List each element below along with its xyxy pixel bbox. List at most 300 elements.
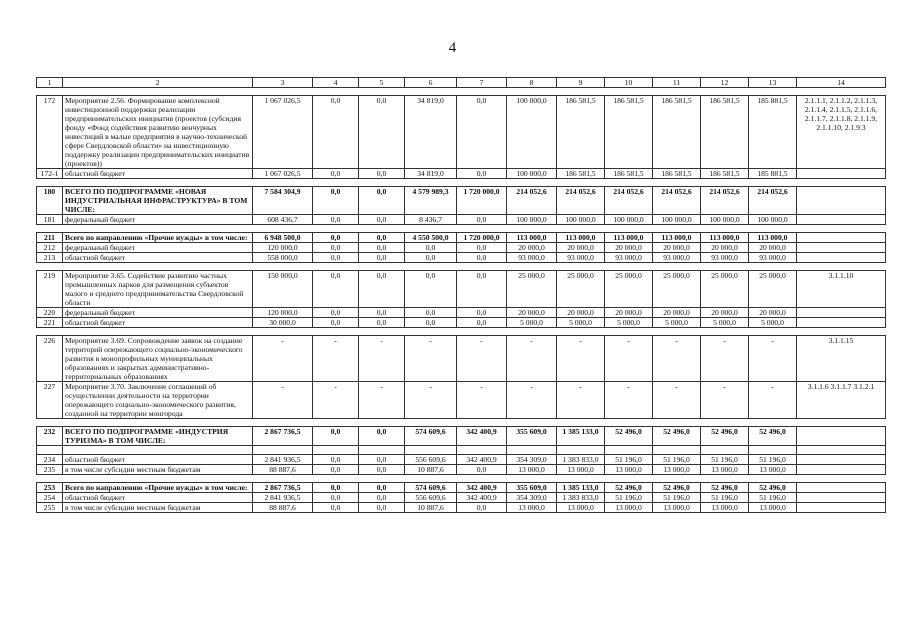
cell-value: 13 000,0 (701, 503, 749, 513)
row-number (37, 446, 63, 455)
cell-value: 51 196,0 (749, 493, 797, 503)
cell-value: - (253, 336, 313, 382)
cell-value (749, 446, 797, 455)
cell-value: 6 948 500,0 (253, 233, 313, 243)
cell-value: 0,0 (359, 455, 405, 465)
cell-value: 0,0 (313, 308, 359, 318)
cell-value: 558 000,0 (253, 253, 313, 263)
table-row (37, 493, 886, 503)
cell-value: 0,0 (359, 427, 405, 446)
row-label: областной бюджет (63, 253, 253, 263)
cell-value: 0,0 (313, 318, 359, 328)
budget-table-container (36, 77, 885, 513)
cell-value: 2 867 736,5 (253, 483, 313, 493)
cell-value: 342 400,9 (457, 427, 507, 446)
table-row (37, 215, 886, 225)
cell-value: 30 000,0 (253, 318, 313, 328)
cell-value: 13 000,0 (507, 503, 557, 513)
cell-value: 0,0 (457, 465, 507, 475)
cell-value: 51 196,0 (653, 455, 701, 465)
row-label: Мероприятие 3.70. Заключение соглашений об осуществлении деятельности на территории опережающего социально-экономического развития, созданной на территории монгорода (63, 382, 253, 419)
cell-value: 13 000,0 (557, 503, 605, 513)
cell-value: 354 309,0 (507, 455, 557, 465)
cell-value: 186 581,5 (653, 96, 701, 169)
cell-value: 0,0 (313, 233, 359, 243)
cell-value: 0,0 (359, 308, 405, 318)
cell-value: 52 496,0 (701, 483, 749, 493)
cell-value: 20 000,0 (605, 243, 653, 253)
row-number: 221 (37, 318, 63, 328)
column-number-7: 7 (457, 78, 507, 88)
cell-value: 0,0 (359, 215, 405, 225)
row-number: 226 (37, 336, 63, 382)
cell-value: 0,0 (405, 253, 457, 263)
separator-cell (37, 179, 886, 187)
target-indicator-codes (797, 465, 886, 475)
cell-value: 185 881,5 (749, 169, 797, 179)
table-row (37, 427, 886, 446)
table-row (37, 233, 886, 243)
cell-value: 186 581,5 (653, 169, 701, 179)
cell-value: 0,0 (457, 96, 507, 169)
target-indicator-codes (797, 187, 886, 215)
table-row (37, 382, 886, 419)
cell-value: - (457, 382, 507, 419)
separator-cell (37, 88, 886, 96)
cell-value: 113 000,0 (749, 233, 797, 243)
row-label: в том числе субсидии местным бюджетам (63, 465, 253, 475)
group-separator (37, 419, 886, 427)
cell-value: 186 581,5 (557, 169, 605, 179)
cell-value: - (405, 382, 457, 419)
cell-value: 2 841 936,5 (253, 455, 313, 465)
row-label: областной бюджет (63, 493, 253, 503)
cell-value: - (605, 336, 653, 382)
cell-value: 52 496,0 (653, 483, 701, 493)
cell-value: 51 196,0 (701, 493, 749, 503)
group-separator (37, 328, 886, 336)
column-number-5: 5 (359, 78, 405, 88)
cell-value: 52 496,0 (605, 427, 653, 446)
cell-value: 0,0 (405, 243, 457, 253)
cell-value: 0,0 (457, 503, 507, 513)
budget-table (36, 77, 886, 513)
cell-value: 0,0 (359, 96, 405, 169)
cell-value: 25 000,0 (557, 271, 605, 308)
cell-value: 0,0 (359, 187, 405, 215)
cell-value: - (701, 336, 749, 382)
cell-value (653, 446, 701, 455)
cell-value: - (405, 336, 457, 382)
cell-value: 113 000,0 (507, 233, 557, 243)
row-number: 181 (37, 215, 63, 225)
cell-value: 93 000,0 (653, 253, 701, 263)
cell-value: 0,0 (359, 253, 405, 263)
cell-value: 0,0 (313, 271, 359, 308)
target-indicator-codes (797, 215, 886, 225)
table-row (37, 169, 886, 179)
cell-value: 342 400,9 (457, 455, 507, 465)
table-row (37, 455, 886, 465)
row-number: 220 (37, 308, 63, 318)
cell-value: 20 000,0 (507, 308, 557, 318)
row-number: 235 (37, 465, 63, 475)
cell-value: 25 000,0 (653, 271, 701, 308)
row-number: 172-1 (37, 169, 63, 179)
column-number-3: 3 (253, 78, 313, 88)
cell-value: 0,0 (359, 271, 405, 308)
cell-value: 0,0 (313, 243, 359, 253)
cell-value: 20 000,0 (653, 243, 701, 253)
cell-value: 0,0 (457, 243, 507, 253)
cell-value (405, 446, 457, 455)
cell-value: 100 000,0 (701, 215, 749, 225)
group-separator (37, 263, 886, 271)
cell-value (605, 446, 653, 455)
row-number: 219 (37, 271, 63, 308)
target-indicator-codes (797, 169, 886, 179)
table-row (37, 465, 886, 475)
cell-value: 2 841 936,5 (253, 493, 313, 503)
cell-value: 20 000,0 (507, 243, 557, 253)
cell-value: 214 052,6 (557, 187, 605, 215)
cell-value: - (557, 336, 605, 382)
cell-value: 52 496,0 (749, 483, 797, 493)
cell-value: 93 000,0 (749, 253, 797, 263)
column-number-4: 4 (313, 78, 359, 88)
cell-value: 51 196,0 (749, 455, 797, 465)
column-number-13: 13 (749, 78, 797, 88)
column-number-1: 1 (37, 78, 63, 88)
target-indicator-codes (797, 233, 886, 243)
target-indicator-codes (797, 253, 886, 263)
cell-value: 1 383 833,0 (557, 455, 605, 465)
cell-value: 5 000,0 (749, 318, 797, 328)
cell-value: 0,0 (313, 483, 359, 493)
cell-value: 13 000,0 (653, 503, 701, 513)
cell-value: 0,0 (313, 465, 359, 475)
cell-value: 100 000,0 (557, 215, 605, 225)
cell-value: 0,0 (457, 169, 507, 179)
column-number-6: 6 (405, 78, 457, 88)
cell-value: 13 000,0 (749, 465, 797, 475)
cell-value: 0,0 (457, 318, 507, 328)
row-number: 255 (37, 503, 63, 513)
cell-value: 1 067 026,5 (253, 169, 313, 179)
cell-value: 5 000,0 (605, 318, 653, 328)
cell-value (701, 446, 749, 455)
cell-value: - (359, 382, 405, 419)
target-indicator-codes (797, 308, 886, 318)
cell-value: 574 609,6 (405, 483, 457, 493)
target-indicator-codes: 2.1.1.1, 2.1.1.2, 2.1.1.3, 2.1.1.4, 2.1.1.5, 2.1.1.6, 2.1.1.7, 2.1.1.8, 2.1.1.9, 2.1.1.10, 2.1.9.3 (797, 96, 886, 169)
row-label: Всего по направлению «Прочие нужды» в том числе: (63, 483, 253, 493)
table-row (37, 318, 886, 328)
table-row (37, 336, 886, 382)
column-number-2: 2 (63, 78, 253, 88)
row-label: федеральный бюджет (63, 243, 253, 253)
cell-value: 214 052,6 (507, 187, 557, 215)
cell-value (557, 446, 605, 455)
target-indicator-codes: 3.1.1.6 3.1.1.7 3.1.2.1 (797, 382, 886, 419)
row-label: областной бюджет (63, 455, 253, 465)
cell-value: 1 067 026,5 (253, 96, 313, 169)
cell-value: 52 496,0 (653, 427, 701, 446)
cell-value: - (557, 382, 605, 419)
cell-value: 342 400,9 (457, 493, 507, 503)
cell-value: 20 000,0 (701, 308, 749, 318)
separator-cell (37, 475, 886, 483)
cell-value: 0,0 (359, 243, 405, 253)
table-row (37, 446, 886, 455)
cell-value: 7 584 304,9 (253, 187, 313, 215)
cell-value: 0,0 (359, 483, 405, 493)
row-label: ВСЕГО ПО ПОДПРОГРАММЕ «НОВАЯ ИНДУСТРИАЛЬНАЯ ИНФРАСТРУКТУРА» В ТОМ ЧИСЛЕ: (63, 187, 253, 215)
cell-value: 0,0 (405, 308, 457, 318)
column-number-row (37, 78, 886, 88)
cell-value: 20 000,0 (749, 243, 797, 253)
cell-value: 0,0 (405, 271, 457, 308)
target-indicator-codes (797, 243, 886, 253)
cell-value: 120 000,0 (253, 308, 313, 318)
cell-value: 0,0 (313, 493, 359, 503)
cell-value: 214 052,6 (653, 187, 701, 215)
cell-value: 355 609,0 (507, 483, 557, 493)
cell-value: 0,0 (359, 465, 405, 475)
row-label (63, 446, 253, 455)
cell-value: 20 000,0 (557, 243, 605, 253)
column-number-14: 14 (797, 78, 886, 88)
row-label: областной бюджет (63, 318, 253, 328)
cell-value: 100 000,0 (749, 215, 797, 225)
cell-value: 20 000,0 (749, 308, 797, 318)
target-indicator-codes (797, 427, 886, 446)
row-number: 211 (37, 233, 63, 243)
cell-value: 20 000,0 (653, 308, 701, 318)
cell-value: 25 000,0 (701, 271, 749, 308)
column-number-9: 9 (557, 78, 605, 88)
target-indicator-codes (797, 446, 886, 455)
cell-value: - (749, 382, 797, 419)
table-row (37, 503, 886, 513)
cell-value: 100 000,0 (507, 215, 557, 225)
cell-value: 1 383 833,0 (557, 493, 605, 503)
row-number: 172 (37, 96, 63, 169)
cell-value: 100 000,0 (653, 215, 701, 225)
cell-value: 1 720 000,0 (457, 187, 507, 215)
page-number: 4 (448, 40, 457, 56)
cell-value: 574 609,6 (405, 427, 457, 446)
separator-cell (37, 328, 886, 336)
row-number: 180 (37, 187, 63, 215)
row-label: федеральный бюджет (63, 308, 253, 318)
table-row (37, 187, 886, 215)
cell-value: 0,0 (457, 308, 507, 318)
cell-value (359, 446, 405, 455)
cell-value: 556 609,6 (405, 455, 457, 465)
cell-value: 2 867 736,5 (253, 427, 313, 446)
cell-value: 34 819,0 (405, 96, 457, 169)
target-indicator-codes (797, 318, 886, 328)
cell-value: 100 000,0 (507, 96, 557, 169)
cell-value: 113 000,0 (701, 233, 749, 243)
cell-value: - (313, 382, 359, 419)
cell-value: 5 000,0 (557, 318, 605, 328)
separator-cell (37, 225, 886, 233)
cell-value: 556 609,6 (405, 493, 457, 503)
target-indicator-codes (797, 503, 886, 513)
cell-value: 186 581,5 (557, 96, 605, 169)
group-separator (37, 88, 886, 96)
cell-value: 0,0 (457, 271, 507, 308)
table-row (37, 253, 886, 263)
cell-value: 13 000,0 (653, 465, 701, 475)
cell-value: 0,0 (405, 318, 457, 328)
cell-value (253, 446, 313, 455)
cell-value: 25 000,0 (507, 271, 557, 308)
cell-value: 20 000,0 (557, 308, 605, 318)
group-separator (37, 225, 886, 233)
cell-value: 25 000,0 (749, 271, 797, 308)
cell-value: 5 000,0 (653, 318, 701, 328)
cell-value: 0,0 (359, 503, 405, 513)
cell-value: 4 579 989,3 (405, 187, 457, 215)
row-label: Мероприятие 2.56. Формирование комплексной инвестиционной поддержки реализации предпринимательских инициатив (проектов (субсидия фонду «Фонд содействия развитию венчурных инвестиций в малые предприятия в научно-технической сфере Свердловской области» на инвестиционную поддержку реализации предпринимательских инициатив (проектов)) (63, 96, 253, 169)
row-number: 253 (37, 483, 63, 493)
column-number-10: 10 (605, 78, 653, 88)
cell-value: 13 000,0 (605, 465, 653, 475)
cell-value: 214 052,6 (749, 187, 797, 215)
table-row (37, 308, 886, 318)
cell-value: 113 000,0 (557, 233, 605, 243)
cell-value: 52 496,0 (701, 427, 749, 446)
cell-value: 0,0 (313, 169, 359, 179)
row-number: 213 (37, 253, 63, 263)
cell-value: 186 581,5 (701, 96, 749, 169)
cell-value: 100 000,0 (507, 169, 557, 179)
cell-value: - (701, 382, 749, 419)
target-indicator-codes: 3.1.1.10 (797, 271, 886, 308)
target-indicator-codes (797, 483, 886, 493)
row-label: в том числе субсидии местным бюджетам (63, 503, 253, 513)
cell-value: 25 000,0 (605, 271, 653, 308)
separator-cell (37, 263, 886, 271)
table-row (37, 96, 886, 169)
row-number: 232 (37, 427, 63, 446)
cell-value: 214 052,6 (701, 187, 749, 215)
cell-value: 93 000,0 (507, 253, 557, 263)
column-number-11: 11 (653, 78, 701, 88)
cell-value: - (313, 336, 359, 382)
cell-value: 100 000,0 (605, 215, 653, 225)
target-indicator-codes: 3.1.1.15 (797, 336, 886, 382)
row-number: 212 (37, 243, 63, 253)
cell-value: 52 496,0 (749, 427, 797, 446)
cell-value: 0,0 (359, 233, 405, 243)
cell-value: 51 196,0 (605, 493, 653, 503)
cell-value: 113 000,0 (605, 233, 653, 243)
cell-value: 13 000,0 (605, 503, 653, 513)
cell-value: - (653, 382, 701, 419)
cell-value: 93 000,0 (605, 253, 653, 263)
target-indicator-codes (797, 455, 886, 465)
group-separator (37, 179, 886, 187)
cell-value (507, 446, 557, 455)
cell-value: 342 400,9 (457, 483, 507, 493)
cell-value: 0,0 (313, 187, 359, 215)
row-label: Мероприятие 3.65. Содействие развитию частных промышленных парков для размещения субъектов малого и среднего предпринимательства Свердловской области (63, 271, 253, 308)
cell-value: - (457, 336, 507, 382)
row-label: ВСЕГО ПО ПОДПРОГРАММЕ «ИНДУСТРИЯ ТУРИЗМА» В ТОМ ЧИСЛЕ: (63, 427, 253, 446)
cell-value: 1 385 133,0 (557, 427, 605, 446)
row-label: федеральный бюджет (63, 215, 253, 225)
row-number: 227 (37, 382, 63, 419)
row-label: Всего по направлению «Прочие нужды» в том числе: (63, 233, 253, 243)
cell-value: 1 385 133,0 (557, 483, 605, 493)
cell-value: 51 196,0 (701, 455, 749, 465)
cell-value: 5 000,0 (507, 318, 557, 328)
cell-value: 186 581,5 (701, 169, 749, 179)
cell-value: 0,0 (457, 253, 507, 263)
cell-value: 93 000,0 (557, 253, 605, 263)
table-row (37, 483, 886, 493)
cell-value: 1 720 000,0 (457, 233, 507, 243)
cell-value: 88 887,6 (253, 465, 313, 475)
cell-value: - (605, 382, 653, 419)
cell-value: 34 819,0 (405, 169, 457, 179)
row-label: Мероприятие 3.69. Сопровождение заявок на создание территорий опережающего социально-экономического развития в монопрофильных муниципальных образованиях и закрытых административно-территориальных образованиях (63, 336, 253, 382)
cell-value: 354 309,0 (507, 493, 557, 503)
cell-value: 10 887,6 (405, 465, 457, 475)
column-number-8: 8 (507, 78, 557, 88)
table-row (37, 243, 886, 253)
cell-value: 0,0 (313, 215, 359, 225)
cell-value: 150 000,0 (253, 271, 313, 308)
cell-value: 5 000,0 (701, 318, 749, 328)
cell-value: 51 196,0 (605, 455, 653, 465)
cell-value: 0,0 (313, 455, 359, 465)
cell-value: 13 000,0 (507, 465, 557, 475)
cell-value: 0,0 (359, 318, 405, 328)
cell-value: 186 581,5 (605, 96, 653, 169)
cell-value: 20 000,0 (701, 243, 749, 253)
cell-value: 0,0 (457, 215, 507, 225)
cell-value: 185 881,5 (749, 96, 797, 169)
cell-value: - (507, 382, 557, 419)
cell-value: - (359, 336, 405, 382)
cell-value: 355 609,0 (507, 427, 557, 446)
cell-value: 608 436,7 (253, 215, 313, 225)
cell-value: 0,0 (313, 253, 359, 263)
row-label: областной бюджет (63, 169, 253, 179)
cell-value: - (653, 336, 701, 382)
cell-value: 93 000,0 (701, 253, 749, 263)
table-row (37, 271, 886, 308)
cell-value: 186 581,5 (605, 169, 653, 179)
row-number: 254 (37, 493, 63, 503)
group-separator (37, 475, 886, 483)
cell-value: 0,0 (313, 503, 359, 513)
cell-value: 8 436,7 (405, 215, 457, 225)
cell-value: 0,0 (313, 427, 359, 446)
row-number: 234 (37, 455, 63, 465)
separator-cell (37, 419, 886, 427)
cell-value: 13 000,0 (557, 465, 605, 475)
cell-value: 88 887,6 (253, 503, 313, 513)
cell-value: 52 496,0 (605, 483, 653, 493)
cell-value: - (749, 336, 797, 382)
cell-value: - (507, 336, 557, 382)
